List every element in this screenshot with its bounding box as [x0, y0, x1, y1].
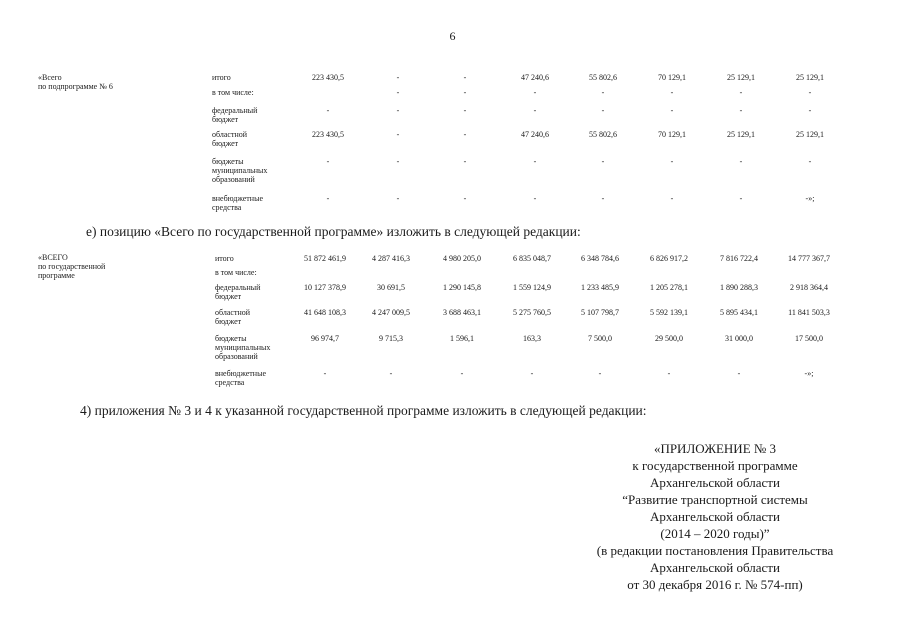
value-cell: -	[670, 106, 674, 115]
value-cell: -	[396, 157, 400, 166]
value-cell: 6 835 048,7	[513, 254, 551, 263]
row-category: федеральный бюджет	[215, 283, 261, 301]
value-cell: 96 974,7	[311, 334, 339, 343]
table-row	[0, 194, 905, 212]
value-cell: -	[533, 194, 537, 203]
appendix-line: к государственной программе	[632, 458, 798, 473]
value-cell: 4 287 416,3	[372, 254, 410, 263]
value-cell: -	[463, 194, 467, 203]
value-cell: 29 500,0	[655, 334, 683, 343]
value-cell: -	[808, 106, 812, 115]
value-cell: 30 691,5	[377, 283, 405, 292]
appendix-line: Архангельской области	[650, 475, 780, 490]
value-cell: -	[326, 157, 330, 166]
value-cell: -	[389, 369, 393, 378]
table-row	[0, 106, 905, 124]
value-cell: -	[808, 88, 812, 97]
value-cell: 6 348 784,6	[581, 254, 619, 263]
value-cell: -	[396, 88, 400, 97]
row-category: итого	[215, 254, 234, 263]
value-cell: 5 275 760,5	[513, 308, 551, 317]
appendix-line: “Развитие транспортной системы	[622, 492, 808, 507]
row-category: итого	[212, 73, 231, 82]
value-cell: 11 841 503,3	[788, 308, 830, 317]
value-cell: 31 000,0	[725, 334, 753, 343]
value-cell: -	[670, 194, 674, 203]
value-cell: -	[601, 88, 605, 97]
value-cell: -	[396, 130, 400, 139]
value-cell: 9 715,3	[379, 334, 403, 343]
value-cell: 223 430,5	[312, 73, 344, 82]
row-category: внебюджетные средства	[215, 369, 266, 387]
value-cell: -	[533, 88, 537, 97]
value-cell: 4 247 009,5	[372, 308, 410, 317]
value-cell: 7 500,0	[588, 334, 612, 343]
value-cell: -	[463, 157, 467, 166]
value-cell: -»;	[805, 194, 815, 203]
value-cell: -	[396, 73, 400, 82]
value-cell: -	[808, 157, 812, 166]
value-cell: -	[396, 194, 400, 203]
value-cell: 6 826 917,2	[650, 254, 688, 263]
value-cell: 1 559 124,9	[513, 283, 551, 292]
value-cell: 4 980 205,0	[443, 254, 481, 263]
value-cell: 25 129,1	[727, 73, 755, 82]
value-cell: 17 500,0	[795, 334, 823, 343]
row-category: федеральный бюджет	[212, 106, 258, 124]
value-cell: 25 129,1	[727, 130, 755, 139]
paragraph-4: 4) приложения № 3 и 4 к указанной государственной программе изложить в следующей редакции:	[80, 403, 647, 418]
value-cell: -	[323, 369, 327, 378]
value-cell: 1 233 485,9	[581, 283, 619, 292]
value-cell: 5 895 434,1	[720, 308, 758, 317]
value-cell: -	[670, 88, 674, 97]
page-number: 6	[449, 29, 456, 43]
value-cell: 55 802,6	[589, 73, 617, 82]
value-cell: 25 129,1	[796, 73, 824, 82]
value-cell: 41 648 108,3	[304, 308, 346, 317]
appendix-line: Архангельской области	[650, 560, 780, 575]
value-cell: 223 430,5	[312, 130, 344, 139]
row-category: в том числе:	[212, 88, 254, 97]
row-category: в том числе:	[215, 268, 257, 277]
value-cell: 7 816 722,4	[720, 254, 758, 263]
row-category: внебюджетные средства	[212, 194, 263, 212]
table-row	[0, 130, 905, 148]
value-cell: -	[739, 157, 743, 166]
appendix-line: (в редакции постановления Правительства	[596, 543, 834, 558]
value-cell: -	[601, 194, 605, 203]
value-cell: 5 107 798,7	[581, 308, 619, 317]
value-cell: 47 240,6	[521, 73, 549, 82]
value-cell: 14 777 367,7	[788, 254, 830, 263]
value-cell: -»;	[804, 369, 814, 378]
paragraph-e: е) позицию «Всего по государственной программе» изложить в следующей редакции:	[86, 224, 581, 239]
value-cell: -	[533, 106, 537, 115]
value-cell: 163,3	[523, 334, 541, 343]
table-row	[0, 157, 905, 184]
appendix-line: Архангельской области	[650, 509, 780, 524]
value-cell: -	[739, 106, 743, 115]
value-cell: 1 205 278,1	[650, 283, 688, 292]
table-row	[0, 334, 905, 361]
value-cell: -	[739, 194, 743, 203]
table-row	[0, 88, 905, 100]
value-cell: 1 890 288,3	[720, 283, 758, 292]
value-cell: -	[601, 106, 605, 115]
table-row	[0, 283, 905, 301]
appendix-line: (2014 – 2020 годы)”	[660, 526, 770, 541]
table-label: «Всего по подпрограмме № 6	[38, 73, 113, 91]
value-cell: 3 688 463,1	[443, 308, 481, 317]
table-row	[0, 369, 905, 387]
table-row	[0, 308, 905, 326]
appendix-header	[560, 440, 870, 593]
row-category: областной бюджет	[215, 308, 251, 326]
value-cell: -	[326, 106, 330, 115]
value-cell: -	[463, 130, 467, 139]
value-cell: -	[667, 369, 671, 378]
value-cell: 1 596,1	[450, 334, 474, 343]
appendix-line: от 30 декабря 2016 г. № 574-пп)	[627, 577, 803, 592]
value-cell: -	[530, 369, 534, 378]
value-cell: -	[396, 106, 400, 115]
table-label: «ВСЕГО по государственной программе	[38, 253, 106, 280]
value-cell: 1 290 145,8	[443, 283, 481, 292]
value-cell: -	[737, 369, 741, 378]
value-cell: 5 592 139,1	[650, 308, 688, 317]
appendix-line: «ПРИЛОЖЕНИЕ № 3	[653, 441, 777, 456]
value-cell: 51 872 461,9	[304, 254, 346, 263]
table-row	[0, 73, 905, 85]
table-row	[0, 268, 905, 280]
value-cell: -	[463, 73, 467, 82]
value-cell: -	[460, 369, 464, 378]
value-cell: -	[463, 106, 467, 115]
value-cell: -	[326, 194, 330, 203]
value-cell: 55 802,6	[589, 130, 617, 139]
value-cell: 47 240,6	[521, 130, 549, 139]
value-cell: -	[463, 88, 467, 97]
row-category: бюджеты муниципальных образований	[215, 334, 271, 361]
value-cell: -	[533, 157, 537, 166]
value-cell: 25 129,1	[796, 130, 824, 139]
value-cell: 10 127 378,9	[304, 283, 346, 292]
value-cell: -	[601, 157, 605, 166]
value-cell: 70 129,1	[658, 73, 686, 82]
row-category: областной бюджет	[212, 130, 248, 148]
value-cell: -	[739, 88, 743, 97]
value-cell: -	[670, 157, 674, 166]
value-cell: 2 918 364,4	[790, 283, 828, 292]
row-category: бюджеты муниципальных образований	[212, 157, 268, 184]
value-cell: 70 129,1	[658, 130, 686, 139]
value-cell: -	[598, 369, 602, 378]
table-row	[0, 254, 905, 266]
